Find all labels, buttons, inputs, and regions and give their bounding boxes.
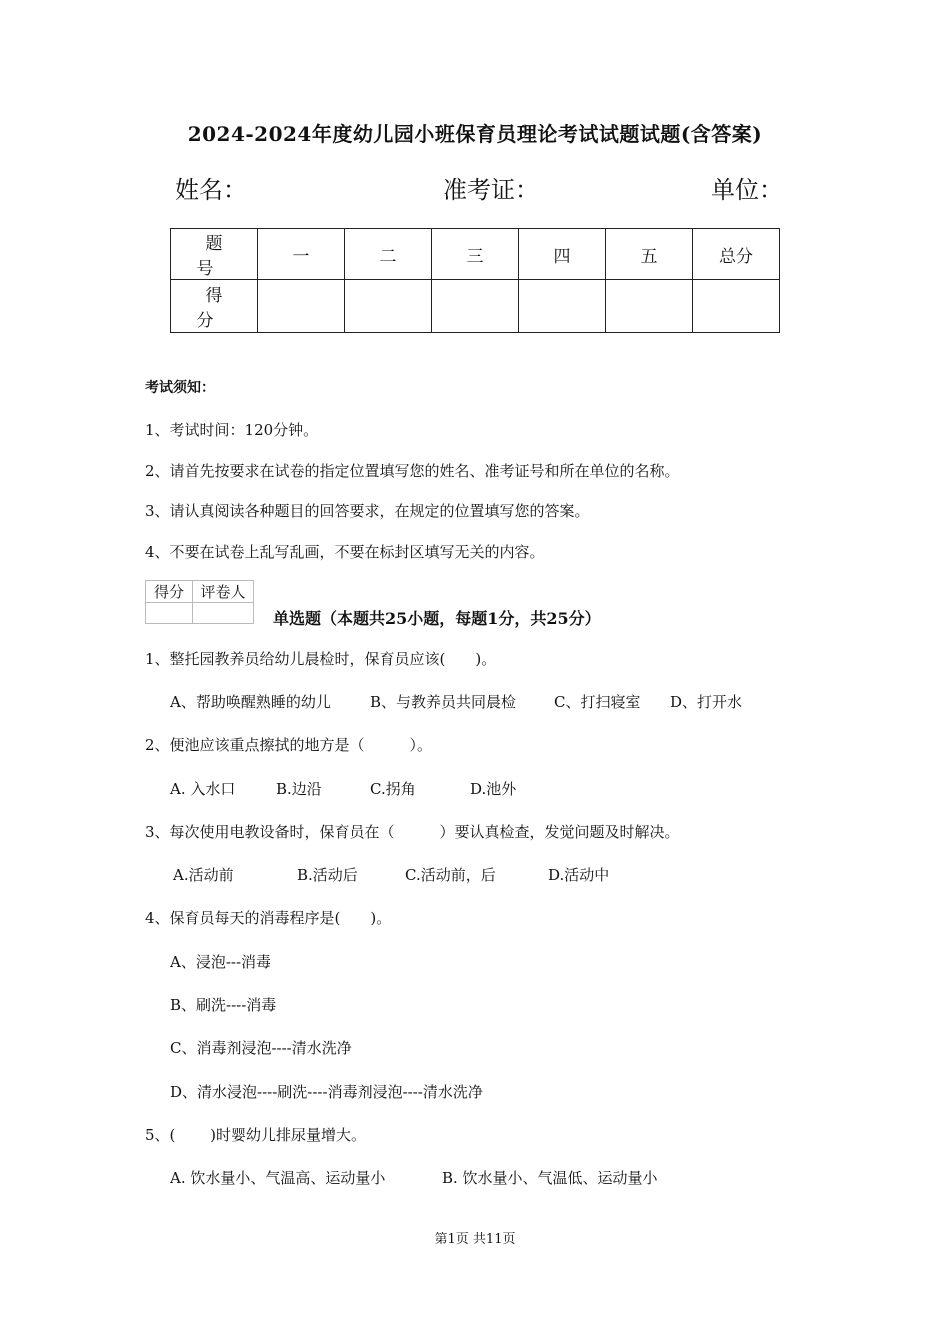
- score-table-score-row: [171, 280, 780, 333]
- score-table: [170, 228, 780, 333]
- option[interactable]: A. 入水口: [170, 780, 236, 798]
- question-stem: 1、整托园教养员给幼儿晨检时，保育员应该( )。: [145, 650, 497, 668]
- name-label: 姓名：: [175, 176, 247, 204]
- document-title: 2024-2024年度幼儿园小班保育员理论考试试题试题(含答案): [187, 122, 763, 146]
- question-stem: 2、便池应该重点擦拭的地方是（ ）。: [145, 736, 433, 754]
- grader-score-label: 得分: [146, 581, 193, 603]
- option[interactable]: B.边沿: [276, 780, 322, 798]
- column-header: 一: [258, 229, 345, 280]
- option[interactable]: D、清水浸泡----刷洗----消毒剂浸泡----清水洗净: [170, 1083, 483, 1101]
- question-options: [170, 691, 770, 713]
- score-cell[interactable]: [345, 280, 432, 333]
- grader-score-cell[interactable]: [146, 603, 193, 624]
- section-title: 单选题（本题共25小题，每题1分，共25分）: [273, 609, 601, 628]
- option[interactable]: C.活动前，后: [405, 866, 496, 884]
- option[interactable]: A、帮助唤醒熟睡的幼儿: [170, 693, 331, 711]
- score-cell[interactable]: [432, 280, 519, 333]
- option[interactable]: A. 饮水量小、气温高、运动量小: [170, 1169, 386, 1187]
- score-cell-total[interactable]: [693, 280, 780, 333]
- column-header: 四: [519, 229, 606, 280]
- column-header: 二: [345, 229, 432, 280]
- column-header: 三: [432, 229, 519, 280]
- option[interactable]: D.活动中: [548, 866, 610, 884]
- score-cell[interactable]: [606, 280, 693, 333]
- page-number-footer: 第1页 共11页: [434, 1232, 516, 1247]
- unit-label: 单位：: [711, 176, 783, 204]
- option[interactable]: C.拐角: [370, 780, 416, 798]
- option[interactable]: A、浸泡---消毒: [170, 953, 272, 971]
- option[interactable]: B. 饮水量小、气温低、运动量小: [442, 1169, 658, 1187]
- option[interactable]: C、打扫寝室: [554, 693, 641, 711]
- question-options: [170, 778, 770, 800]
- option[interactable]: D、打开水: [670, 693, 743, 711]
- question-number-label: 题号: [171, 229, 258, 280]
- score-table-header-row: [171, 229, 780, 280]
- option[interactable]: C、消毒剂浸泡----清水洗净: [170, 1039, 352, 1057]
- notice-item: 3、请认真阅读各种题目的回答要求，在规定的位置填写您的答案。: [145, 502, 590, 520]
- question-stem: 4、保育员每天的消毒程序是( )。: [145, 909, 392, 927]
- question-options: [173, 864, 773, 886]
- option[interactable]: B.活动后: [297, 866, 358, 884]
- question-options: [170, 1167, 770, 1189]
- score-cell[interactable]: [258, 280, 345, 333]
- notice-item: 4、不要在试卷上乱写乱画，不要在标封区填写无关的内容。: [145, 543, 545, 561]
- grader-reviewer-cell[interactable]: [193, 603, 254, 624]
- column-header: 五: [606, 229, 693, 280]
- option[interactable]: B、与教养员共同晨检: [370, 693, 517, 711]
- candidate-info-row: [175, 170, 783, 204]
- column-header-total: 总分: [693, 229, 780, 280]
- score-cell[interactable]: [519, 280, 606, 333]
- option[interactable]: B、刷洗----消毒: [170, 996, 277, 1014]
- exam-id-label: 准考证：: [443, 176, 539, 204]
- grader-box: [145, 580, 254, 624]
- option[interactable]: D.池外: [470, 780, 517, 798]
- question-stem: 5、( )时婴幼儿排尿量增大。: [145, 1126, 367, 1144]
- notice-title: 考试须知：: [145, 380, 215, 396]
- grader-reviewer-label: 评卷人: [193, 581, 254, 603]
- score-label: 得分: [171, 280, 258, 333]
- option[interactable]: A.活动前: [173, 866, 234, 884]
- notice-item: 1、考试时间：120分钟。: [145, 421, 319, 439]
- notice-item: 2、请首先按要求在试卷的指定位置填写您的姓名、准考证号和所在单位的名称。: [145, 462, 680, 480]
- question-stem: 3、每次使用电教设备时，保育员在（ ）要认真检查，发觉问题及时解决。: [145, 823, 680, 841]
